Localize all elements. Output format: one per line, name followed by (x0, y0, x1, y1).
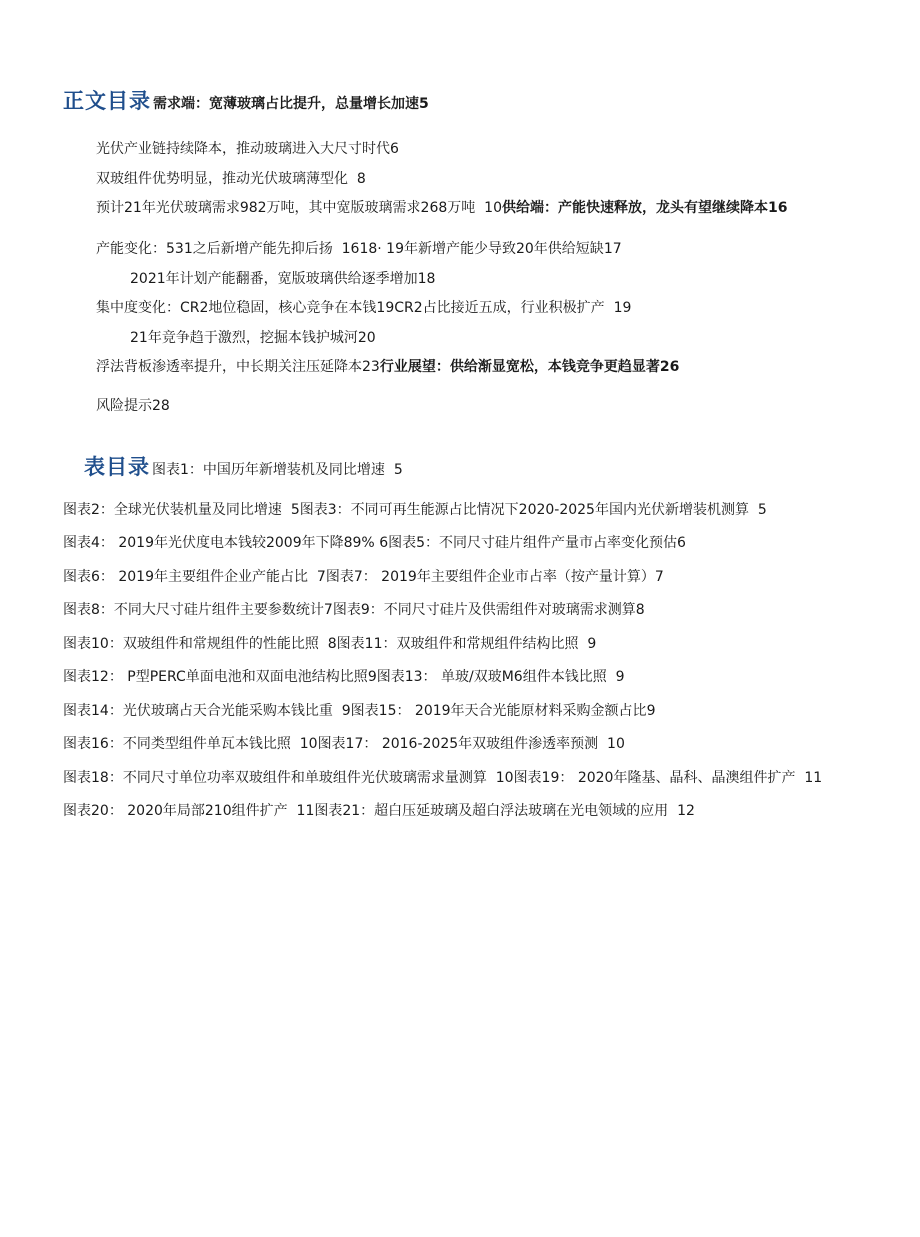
lof-entry-title[interactable]: 图表12： P型PERC单面电池和双面电池结构比照 (63, 669, 368, 685)
lof-entry-page: 5 (393, 462, 403, 478)
toc-line-1 (63, 88, 429, 114)
lof-entry-page: 8 (327, 636, 337, 652)
toc-entry-title[interactable]: 供给端：产能快速释放，龙头有望继续降本 (502, 200, 768, 216)
lof-line-9 (63, 734, 625, 754)
lof-entry-title[interactable]: 图表10：双玻组件和常规组件的性能比照 (63, 636, 319, 652)
lof-entry-title[interactable]: 图表13： 单玻/双玻M6组件本钱比照 (376, 669, 607, 685)
lof-entry-page: 6 (379, 535, 389, 551)
lof-entry-page: 10 (607, 736, 625, 752)
toc-entry-page: 10 (484, 200, 502, 216)
lof-entry-title[interactable]: 图表14：光伏玻璃占天合光能采购本钱比重 (63, 703, 333, 719)
lof-entry-title[interactable]: 图表5：不同尺寸硅片组件产量市占率变化预估 (388, 535, 678, 551)
lof-entry-title[interactable]: 图表4： 2019年光伏度电本钱较2009年下降89% (63, 535, 375, 551)
lof-entry-page: 9 (367, 669, 377, 685)
toc-line-2 (96, 139, 399, 159)
toc-line-4 (96, 198, 787, 218)
toc-entry-title[interactable]: 行业展望：供给渐显宽松，本钱竞争更趋显著 (379, 359, 660, 375)
lof-entry-page: 11 (296, 803, 315, 819)
toc-line-9 (96, 357, 679, 377)
lof-entry-page: 5 (757, 502, 767, 518)
toc-line-5 (96, 239, 622, 259)
toc-entry-title[interactable]: 预计21年光伏玻璃需求982万吨，其中宽版玻璃需求268万吨 (96, 200, 476, 216)
lof-entry-page: 9 (341, 703, 351, 719)
toc-entry-page: 19 (613, 300, 632, 316)
toc-line-7 (96, 298, 631, 318)
toc-entry-page: 19 (376, 300, 395, 316)
lof-line-11 (63, 801, 695, 821)
lof-entry-title[interactable]: 图表19： 2020年隆基、晶科、晶澳组件扩产 (513, 770, 796, 786)
toc-entry-title[interactable]: 双玻组件优势明显，推动光伏玻璃薄型化 (96, 171, 348, 187)
toc-entry-page: 18 (417, 271, 436, 287)
lof-heading: 表目录 (84, 454, 150, 479)
lof-entry-title[interactable]: 图表3：不同可再生能源占比情况下2020-2025年国内光伏新增装机测算 (299, 502, 749, 518)
toc-entry-page: 20 (357, 330, 376, 346)
lof-entry-page: 7 (654, 569, 664, 585)
lof-entry-title[interactable]: 图表11：双玻组件和常规组件结构比照 (336, 636, 579, 652)
toc-entry-page: 17 (603, 241, 622, 257)
lof-entry-title[interactable]: 图表17： 2016-2025年双玻组件渗透率预测 (317, 736, 599, 752)
toc-entry-title[interactable]: 需求端：宽薄玻璃占比提升，总量增长加速 (153, 96, 419, 112)
toc-entry-page: 16 (768, 200, 788, 216)
lof-entry-page: 8 (635, 602, 645, 618)
lof-entry-title[interactable]: 图表18：不同尺寸单位功率双玻组件和单玻组件光伏玻璃需求量测算 (63, 770, 487, 786)
lof-line-4 (63, 567, 664, 587)
lof-entry-title[interactable]: 图表21：超白压延玻璃及超白浮法玻璃在光电领域的应用 (314, 803, 669, 819)
toc-line-10 (96, 396, 170, 416)
lof-entry-page: 6 (677, 535, 686, 551)
lof-line-8 (63, 701, 655, 721)
toc-entry-title[interactable]: 风险提示 (96, 398, 152, 414)
toc-line-8 (130, 328, 376, 348)
toc-entry-title[interactable]: 光伏产业链持续降本，推动玻璃进入大尺寸时代 (96, 141, 390, 157)
lof-line-2 (63, 500, 767, 520)
toc-entry-page: 16 (341, 241, 360, 257)
toc-entry-page: 8 (356, 171, 366, 187)
lof-line-5 (63, 600, 645, 620)
lof-entry-title[interactable]: 图表7： 2019年主要组件企业市占率（按产量计算） (325, 569, 655, 585)
lof-entry-page: 9 (615, 669, 625, 685)
lof-entry-page: 9 (646, 703, 656, 719)
lof-entry-title[interactable]: 图表9：不同尺寸硅片及供需组件对玻璃需求测算 (332, 602, 636, 618)
lof-entry-title[interactable]: 图表2：全球光伏装机量及同比增速 (63, 502, 282, 518)
lof-entry-page: 12 (677, 803, 695, 819)
lof-entry-page: 5 (290, 502, 300, 518)
lof-entry-page: 9 (587, 636, 597, 652)
lof-entry-page: 11 (804, 770, 823, 786)
toc-entry-title[interactable]: 18· 19年新增产能少导致20年供给短缺 (359, 241, 604, 257)
lof-entry-title[interactable]: 图表1：中国历年新增装机及同比增速 (152, 462, 385, 478)
lof-entry-title[interactable]: 图表8：不同大尺寸硅片组件主要参数统计 (63, 602, 324, 618)
toc-entry-page: 28 (152, 398, 170, 414)
lof-line-3 (63, 533, 686, 553)
toc-entry-title[interactable]: 集中度变化：CR2地位稳固，核心竞争在本钱 (96, 300, 377, 316)
lof-entry-title[interactable]: 图表6： 2019年主要组件企业产能占比 (63, 569, 308, 585)
toc-entry-title[interactable]: 2021年计划产能翻番，宽版玻璃供给逐季增加 (130, 271, 418, 287)
toc-heading: 正文目录 (63, 88, 151, 113)
lof-line-7 (63, 667, 625, 687)
toc-line-3 (96, 169, 366, 189)
toc-entry-page: 5 (419, 96, 429, 112)
lof-entry-page: 7 (323, 602, 333, 618)
toc-entry-title[interactable]: 产能变化：531之后新增产能先抑后扬 (96, 241, 333, 257)
lof-entry-page: 7 (316, 569, 326, 585)
toc-entry-page: 6 (390, 141, 399, 157)
lof-line-10 (63, 768, 822, 788)
toc-entry-page: 26 (659, 359, 680, 375)
toc-entry-title[interactable]: CR2占比接近五成，行业积极扩产 (394, 300, 605, 316)
toc-entry-title[interactable]: 浮法背板渗透率提升，中长期关注压延降本 (96, 359, 362, 375)
lof-entry-title[interactable]: 图表20： 2020年局部210组件扩产 (63, 803, 288, 819)
lof-line-6 (63, 634, 596, 654)
lof-entry-page: 10 (495, 770, 514, 786)
lof-entry-title[interactable]: 图表16：不同类型组件单瓦本钱比照 (63, 736, 291, 752)
lof-entry-page: 10 (299, 736, 318, 752)
lof-entry-title[interactable]: 图表15： 2019年天合光能原材料采购金额占比 (350, 703, 647, 719)
lof-line-1 (84, 454, 403, 480)
toc-line-6 (130, 269, 435, 289)
toc-entry-title[interactable]: 21年竞争趋于激烈，挖掘本钱护城河 (130, 330, 358, 346)
toc-entry-page: 23 (362, 359, 380, 375)
